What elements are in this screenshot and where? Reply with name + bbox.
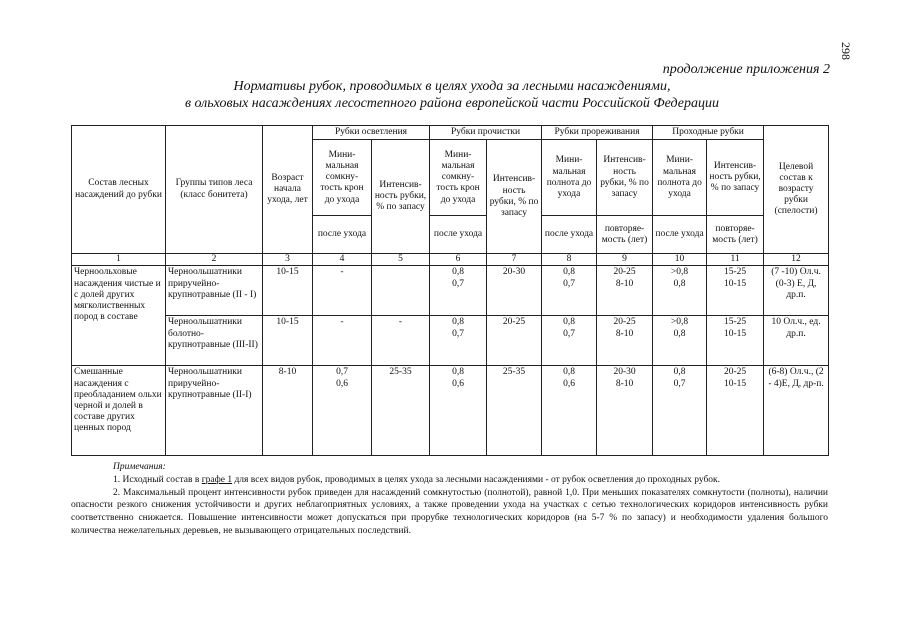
cell-osv-int — [372, 266, 430, 316]
cell-age: 8-10 — [263, 366, 313, 456]
cell-prorezh-int: 20-25 8-10 — [597, 316, 653, 366]
title-line-2: в ольховых насаждениях лесостепного района европейской части Российской Федерации — [184, 96, 720, 111]
page-number: 298 — [839, 42, 853, 60]
header-intensity: Интенсив-ность рубки, % по запасу — [487, 140, 542, 254]
header-min-closure: Мини-мальная сомкну-тость крон до ухода — [313, 140, 372, 216]
cell-prokhod-min: 0,8 0,7 — [653, 366, 707, 456]
cell-prokhod-min: >0,8 0,8 — [653, 316, 707, 366]
cell-age: 10-15 — [263, 266, 313, 316]
header-repeat: повторяе-мость (лет) — [597, 216, 653, 254]
header-after-care: после ухода — [430, 216, 487, 254]
header-min-density: Мини-мальная полнота до ухода — [653, 140, 707, 216]
col-number: 10 — [653, 254, 707, 266]
cell-osv-int: 25-35 — [372, 366, 430, 456]
cell-prorezh-min: 0,8 0,7 — [542, 266, 597, 316]
table-row — [72, 366, 829, 456]
cell-proch-int: 20-25 — [487, 316, 542, 366]
cell-osv-min: 0,7 0,6 — [313, 366, 372, 456]
header-group-prorezhivanie: Рубки прореживания — [542, 126, 653, 140]
header-intensity: Интенсив-ность рубки, % по запасу — [597, 140, 653, 216]
cell-forest-type: Черноольшатники приручейно-крупнотравные (II - I) — [166, 266, 263, 316]
notes — [71, 461, 828, 538]
cell-forest-type: Черноольшатники болотно-крупнотравные (III-II) — [166, 316, 263, 366]
note-1-pre: 1. Исходный состав в — [113, 474, 202, 485]
table-row — [72, 266, 829, 316]
cell-proch-min: 0,8 0,7 — [430, 266, 487, 316]
cell-forest-type: Черноольшатники приручейно-крупнотравные (II-I) — [166, 366, 263, 456]
cell-composition: Черноольховые насаждения чистые и с долей других мягколиственных пород в составе — [72, 266, 166, 366]
note-2: 2. Максимальный процент интенсивности рубок приведен для насаждений сомкнутостью (полнотой), равной 1,0. При меньших показателях сомкнутости (полноты), наличии опасности резкого снижения устойчивости и других неблагоприятных условиях, а также проведении ухода на участках с сетью технологических коридоров интенсивность рубки соответственно снижается. Повышение интенсивности может допускаться при прорубке технологических коридоров (на 5-7 % по запасу) и необходимости удаления большого количества нежелательных деревьев, не вызывающего отрицательных последствий. — [71, 487, 828, 537]
cell-prorezh-min: 0,8 0,7 — [542, 316, 597, 366]
col-number: 6 — [430, 254, 487, 266]
title-line-1: Нормативы рубок, проводимых в целях ухода за лесными насаждениями, — [233, 79, 671, 94]
cell-prorezh-min: 0,8 0,6 — [542, 366, 597, 456]
header-min-density: Мини-мальная полнота до ухода — [542, 140, 597, 216]
header-min-closure: Мини-мальная сомкну-тость крон до ухода — [430, 140, 487, 216]
table-row — [72, 316, 829, 366]
col-number: 5 — [372, 254, 430, 266]
header-age: Возраст начала ухода, лет — [263, 126, 313, 254]
note-1 — [71, 474, 828, 487]
cell-prokhod-int: 20-25 10-15 — [707, 366, 764, 456]
header-repeat: повторяе-мость (лет) — [707, 216, 764, 254]
cell-osv-int: - — [372, 316, 430, 366]
header-after-care: после ухода — [653, 216, 707, 254]
col-number: 11 — [707, 254, 764, 266]
header-after-care: после ухода — [542, 216, 597, 254]
cell-composition: Смешанные насаждения с преобладанием ольхи черной и долей в составе других ценных пород — [72, 366, 166, 456]
cell-target: 10 Ол.ч., ед. др.п. — [764, 316, 829, 366]
notes-heading: Примечания: — [113, 462, 166, 472]
header-group-osvetlenie: Рубки осветления — [313, 126, 430, 140]
cell-age: 10-15 — [263, 316, 313, 366]
header-intensity: Интенсив-ность рубки, % по запасу — [707, 140, 764, 216]
col-number: 2 — [166, 254, 263, 266]
col-number: 1 — [72, 254, 166, 266]
header-group-prochistka: Рубки прочистки — [430, 126, 542, 140]
cell-proch-int: 20-30 — [487, 266, 542, 316]
col-number: 3 — [263, 254, 313, 266]
col-number: 12 — [764, 254, 829, 266]
header-forest-type: Группы типов леса (класс бонитета) — [166, 126, 263, 254]
col-number: 7 — [487, 254, 542, 266]
cell-proch-min: 0,8 0,7 — [430, 316, 487, 366]
header-composition: Состав лесных насаждений до рубки — [72, 126, 166, 254]
continuation-label: продолжение приложения 2 — [662, 62, 830, 77]
cell-target: (6-8) Ол.ч., (2 - 4)Е, Д, др-п. — [764, 366, 829, 456]
note-1-post: для всех видов рубок, проводимых в целях ухода за лесными насаждениями - от рубок осветления до проходных рубок. — [232, 474, 721, 485]
col-number: 8 — [542, 254, 597, 266]
cell-proch-min: 0,8 0,6 — [430, 366, 487, 456]
cell-prokhod-int: 15-25 10-15 — [707, 316, 764, 366]
cell-target: (7 -10) Ол.ч. (0-3) Е, Д, др.п. — [764, 266, 829, 316]
col-number: 9 — [597, 254, 653, 266]
cell-prokhod-int: 15-25 10-15 — [707, 266, 764, 316]
col-number: 4 — [313, 254, 372, 266]
cell-osv-min: - — [313, 316, 372, 366]
norms-table — [71, 125, 829, 456]
header-target: Целевой состав к возрасту рубки (спелости) — [764, 126, 829, 254]
header-intensity: Интенсив-ность рубки, % по запасу — [372, 140, 430, 254]
cell-prokhod-min: >0,8 0,8 — [653, 266, 707, 316]
column-1-link[interactable]: графе 1 — [201, 474, 233, 485]
cell-prorezh-int: 20-25 8-10 — [597, 266, 653, 316]
header-after-care: после ухода — [313, 216, 372, 254]
cell-proch-int: 25-35 — [487, 366, 542, 456]
cell-prorezh-int: 20-30 8-10 — [597, 366, 653, 456]
header-group-prokhodnye: Проходные рубки — [653, 126, 764, 140]
cell-osv-min: - — [313, 266, 372, 316]
